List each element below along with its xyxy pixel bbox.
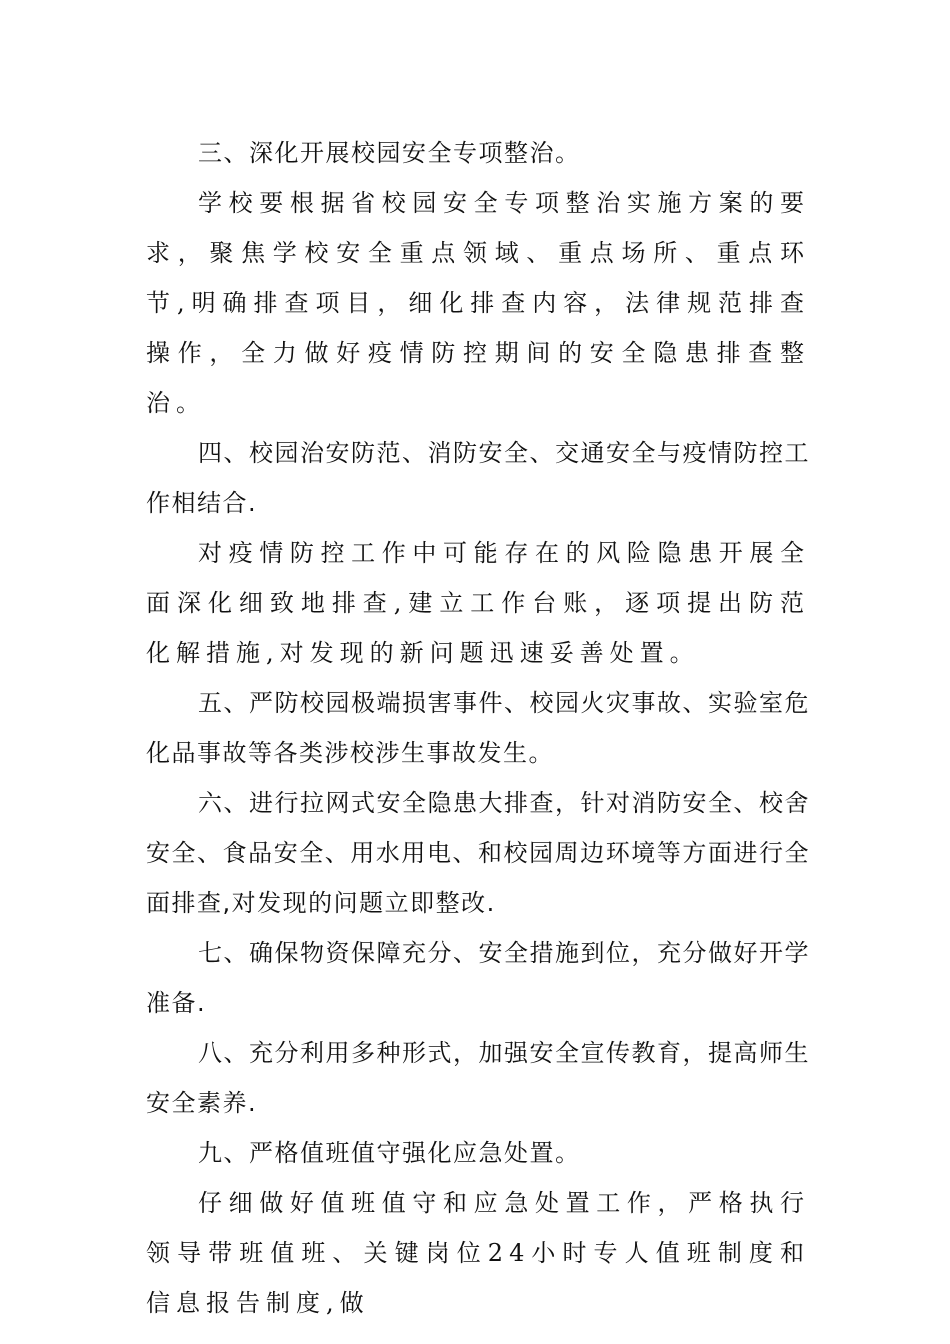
section-heading-5: 五、严防校园极端损害事件、校园火灾事故、实验室危化品事故等各类涉校涉生事故发生。 (146, 689, 810, 767)
section-heading-8: 八、充分利用多种形式，加强安全宣传教育，提高师生安全素养. (146, 1039, 810, 1117)
section-heading-4: 四、校园治安防范、消防安全、交通安全与疫情防控工作相结合. (146, 439, 810, 517)
section-body-9: 仔细做好值班值守和应急处置工作，严格执行领导带班值班、关键岗位24小时专人值班制度和信息报告制度,做 (146, 1189, 810, 1317)
section-body-3: 学校要根据省校园安全专项整治实施方案的要求，聚焦学校安全重点领域、重点场所、重点环节,明确排查项目，细化排查内容，法律规范排查操作，全力做好疫情防控期间的安全隐患排查整治。 (146, 189, 810, 417)
section-body-4: 对疫情防控工作中可能存在的风险隐患开展全面深化细致地排查,建立工作台账，逐项提出防范化解措施,对发现的新问题迅速妥善处置。 (146, 539, 810, 667)
section-heading-7: 七、确保物资保障充分、安全措施到位，充分做好开学准备. (146, 939, 810, 1017)
section-heading-9: 九、严格值班值守强化应急处置。 (198, 1139, 581, 1167)
section-heading-3: 三、深化开展校园安全专项整治。 (198, 139, 581, 167)
section-heading-6: 六、进行拉网式安全隐患大排查，针对消防安全、校舍安全、食品安全、用水用电、和校园周边环境等方面进行全面排查,对发现的问题立即整改. (146, 789, 810, 917)
